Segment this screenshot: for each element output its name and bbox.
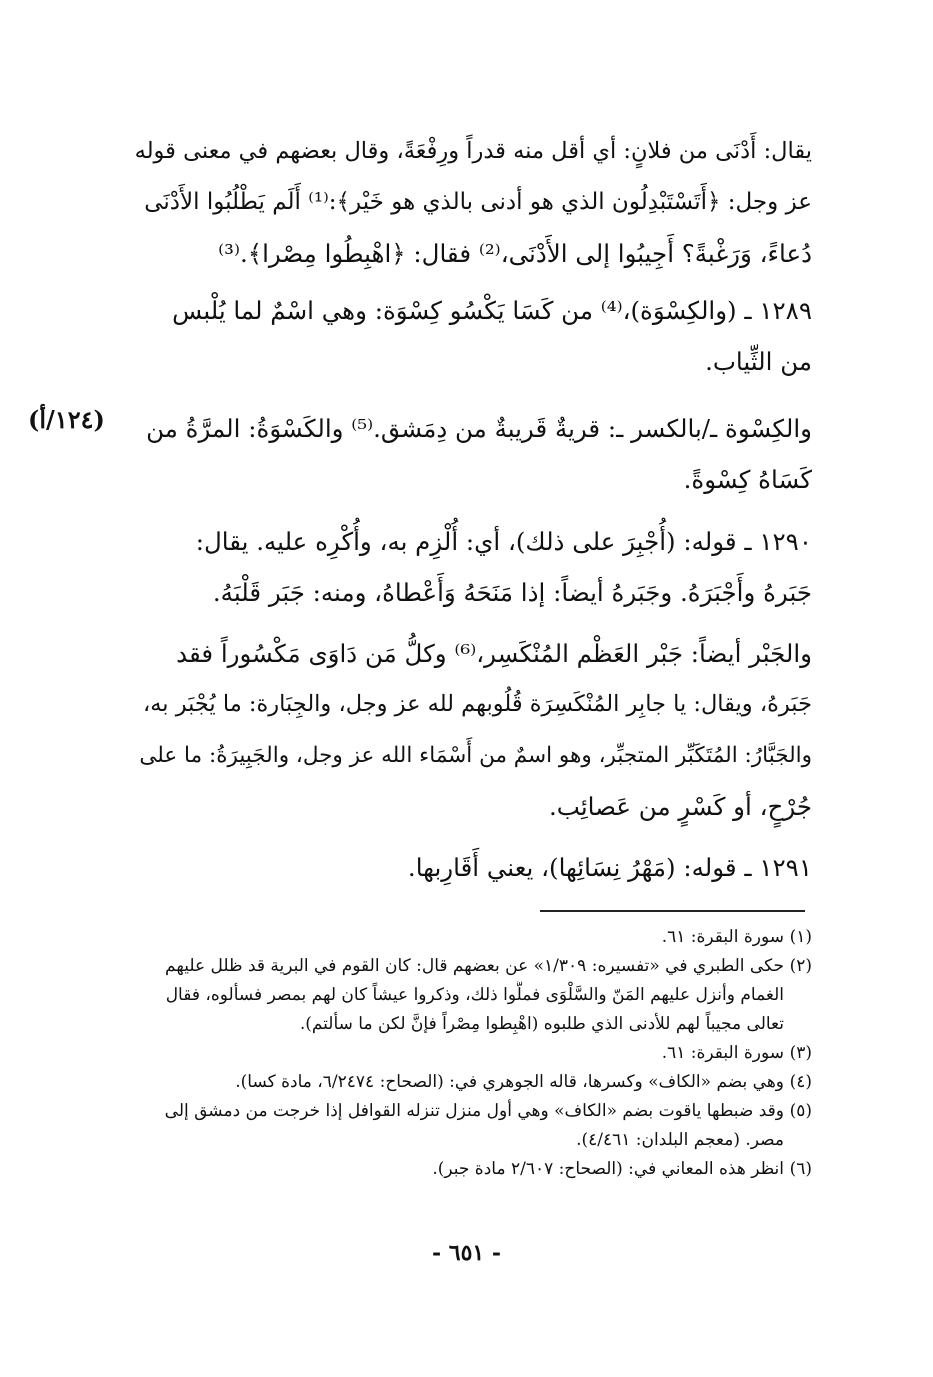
footnote-text: الغمام وأنزل عليهم المَنّ والسَّلْوَى فملُّوا ذلك، وذكروا عيشاً كان لهم بمصر فسألوه، فقال bbox=[165, 985, 784, 1005]
text-line: والجَبَّارُ: المُتَكَبِّر المتجبِّر، وهو اسمٌ من أَسْمَاء الله عز وجل، والجَبِيرَةُ: ما على bbox=[139, 743, 812, 768]
footnote-text: سورة البقرة: ٦١. bbox=[661, 927, 784, 947]
footnote-number: (٥) bbox=[789, 1101, 812, 1121]
text-line: جُرْحٍ، أو كَسْرٍ من عَصائِب. bbox=[549, 792, 812, 821]
text-line: دُعاءً، وَرَغْبةً؟ أَجِيبُوا إلى الأَدْنَى،⁽²⁾ فقال: ﴿اهْبِطُوا مِصْرا﴾.⁽³⁾ bbox=[218, 239, 812, 268]
text-line: عز وجل: ﴿أَتَسْتَبْدِلُون الذي هو أدنى بالذي هو خَيْر﴾:⁽¹⁾ أَلَم يَطْلُبُوا الأَدْنَى bbox=[144, 189, 812, 215]
text-line: ١٢٩٠ ـ قوله: (أُجْبِرَ على ذلك)، أي: أُلْزِم به، وأُكْرِه عليه. يقال: bbox=[195, 527, 812, 556]
footnote-4 bbox=[134, 1068, 812, 1097]
text-line: جَبَرهُ وأَجْبَرَهُ. وجَبَرهُ أيضاً: إذا مَنَحَهُ وَأَعْطاهُ، ومنه: جَبَر قَلْبَهُ. bbox=[212, 578, 812, 607]
paragraph-kiswa bbox=[134, 403, 812, 505]
text-line: ١٢٩١ ـ قوله: (مَهْرُ نِسَائِها)، يعني أَقَارِبها. bbox=[407, 853, 812, 882]
text-line: جَبَرهُ، ويقال: يا جابِر المُنْكَسِرَة قُلُوبهم لله عز وجل، والجِبَارة: ما يُجْبَر به، bbox=[142, 691, 812, 717]
page-number: - ٦٥١ - bbox=[431, 1240, 502, 1266]
text-line: والكِسْوة ـ/بالكسر ـ: قريةٌ قَريبةٌ من دِمَشق.⁽⁵⁾ والكَسْوَةُ: المرَّةُ من bbox=[146, 414, 812, 443]
footnote-text: انظر هذه المعاني في: (الصحاح: ٢/٦٠٧ مادة جبر). bbox=[432, 1159, 784, 1179]
text-line: ١٢٨٩ ـ (والكِسْوَة)،⁽⁴⁾ من كَسَا يَكْسُو كِسْوَة: وهي اسْمٌ لما يُلْبس bbox=[172, 296, 812, 325]
footnote-5 bbox=[134, 1097, 812, 1155]
text-line: يقال: أَدْنَى من فلانٍ: أي أقل منه قدراً ورِفْعَةً، وقال بعضهم في معنى قوله bbox=[134, 138, 812, 164]
text-line: والجَبْر أيضاً: جَبْر العَظْم المُنْكَسِر،⁽⁶⁾ وكلُّ مَن دَاوَى مَكْسُوراً فقد bbox=[176, 639, 812, 668]
footnote-number: (٢) bbox=[789, 956, 812, 976]
footnote-separator bbox=[540, 910, 805, 912]
footnote-text: وهي بضم «الكاف» وكسرها، قاله الجوهري في: (الصحاح: ٦/٢٤٧٤، مادة كسا). bbox=[235, 1072, 784, 1092]
footnote-6 bbox=[134, 1155, 812, 1184]
footnote-text: مصر. (معجم البلدان: ٤/٤٦١). bbox=[576, 1130, 784, 1150]
paragraph-1 bbox=[134, 126, 812, 279]
footnote-number: (٤) bbox=[789, 1072, 812, 1092]
paragraph-1290 bbox=[134, 516, 812, 618]
paragraph-jabr bbox=[134, 628, 812, 832]
footnote-text: تعالى مجيباً لهم للأدنى الذي طلبوه (اهْبِطوا مِصْراً فإنَّ لكن ما سألتم). bbox=[299, 1014, 784, 1034]
margin-folio-note: (١٢٤/أ) bbox=[28, 405, 105, 434]
paragraph-1291 bbox=[134, 842, 812, 893]
paragraph-1289 bbox=[134, 285, 812, 387]
text-line: كَسَاهُ كِسْوةً. bbox=[683, 465, 812, 494]
footnote-number: (٣) bbox=[789, 1043, 812, 1063]
footnote-3 bbox=[134, 1039, 812, 1068]
footnote-text: حكى الطبري في «تفسيره: ١/٣٠٩» عن بعضهم قال: كان القوم في البرية قد ظلل عليهم bbox=[165, 956, 784, 976]
footnote-1 bbox=[134, 923, 812, 952]
text-line: من الثِّياب. bbox=[705, 347, 812, 376]
footnotes bbox=[134, 923, 812, 1184]
footnote-text: وقد ضبطها ياقوت بضم «الكاف» وهي أول منزل تنزله القوافل إذا خرجت من دمشق إلى bbox=[164, 1101, 784, 1121]
footnote-number: (٦) bbox=[789, 1159, 812, 1179]
footnote-text: سورة البقرة: ٦١. bbox=[661, 1043, 784, 1063]
footnote-number: (١) bbox=[789, 927, 812, 947]
footnote-2 bbox=[134, 952, 812, 1039]
